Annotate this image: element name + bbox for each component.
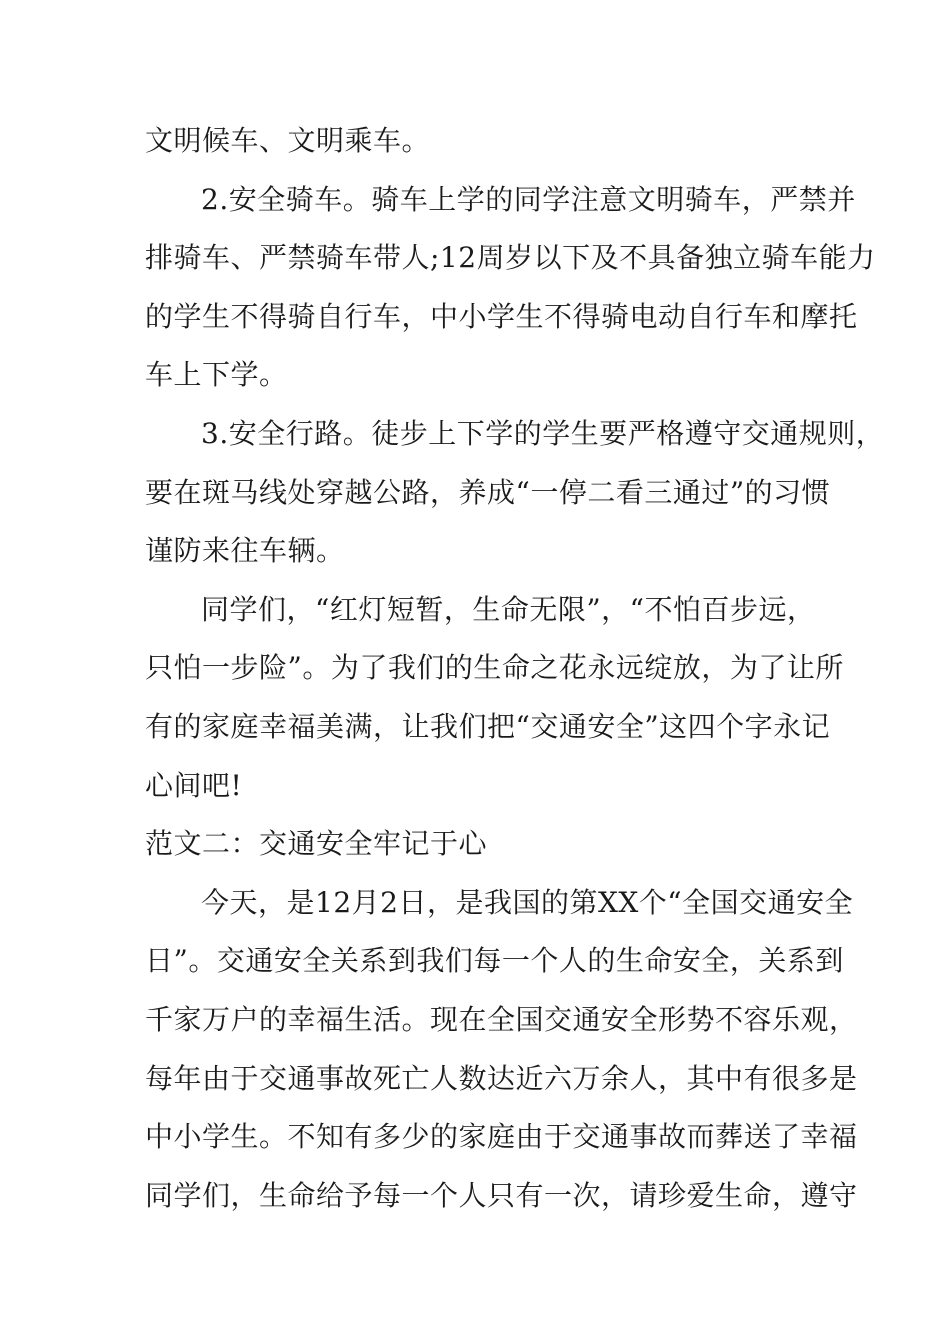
text-line-3: 排骑车、严禁骑车带人;12周岁以下及不具备独立骑车能力	[145, 241, 876, 275]
text-line-12: 心间吧!	[145, 768, 243, 802]
text-line-7: 要在斑马线处穿越公路，养成“一停二看三通过”的习惯	[145, 475, 831, 509]
section-heading: 范文二：交通安全牢记于心	[145, 827, 488, 861]
text-line-19: 同学们，生命给予每一个人只有一次，请珍爱生命，遵守	[145, 1178, 858, 1212]
document-body	[145, 112, 885, 1225]
text-line-1: 文明候车、文明乘车。	[145, 124, 431, 157]
text-line-5: 车上下学。	[145, 358, 288, 392]
text-line-9: 同学们，“红灯短暂，生命无限”，“不怕百步远，	[201, 592, 816, 626]
text-line-6: 3.安全行路。徒步上下学的学生要严格遵守交通规则，	[201, 416, 885, 450]
text-line-2: 2.安全骑车。骑车上学的同学注意文明骑车，严禁并	[201, 182, 856, 216]
text-line-16: 千家万户的幸福生活。现在全国交通安全形势不容乐观，	[145, 1002, 858, 1036]
text-line-11: 有的家庭幸福美满，让我们把“交通安全”这四个字永记	[145, 709, 831, 743]
text-line-18: 中小学生。不知有多少的家庭由于交通事故而葬送了幸福	[145, 1120, 858, 1154]
text-line-4: 的学生不得骑自行车，中小学生不得骑电动自行车和摩托	[145, 299, 858, 333]
text-line-8: 谨防来往车辆。	[145, 534, 345, 568]
text-line-15: 日”。交通安全关系到我们每一个人的生命安全，关系到	[145, 944, 844, 978]
text-line-10: 只怕一步险”。为了我们的生命之花永远绽放，为了让所	[145, 651, 844, 685]
text-line-14: 今天，是12月2日，是我国的第XX个“全国交通安全	[201, 885, 854, 919]
text-line-17: 每年由于交通事故死亡人数达近六万余人，其中有很多是	[145, 1061, 858, 1095]
